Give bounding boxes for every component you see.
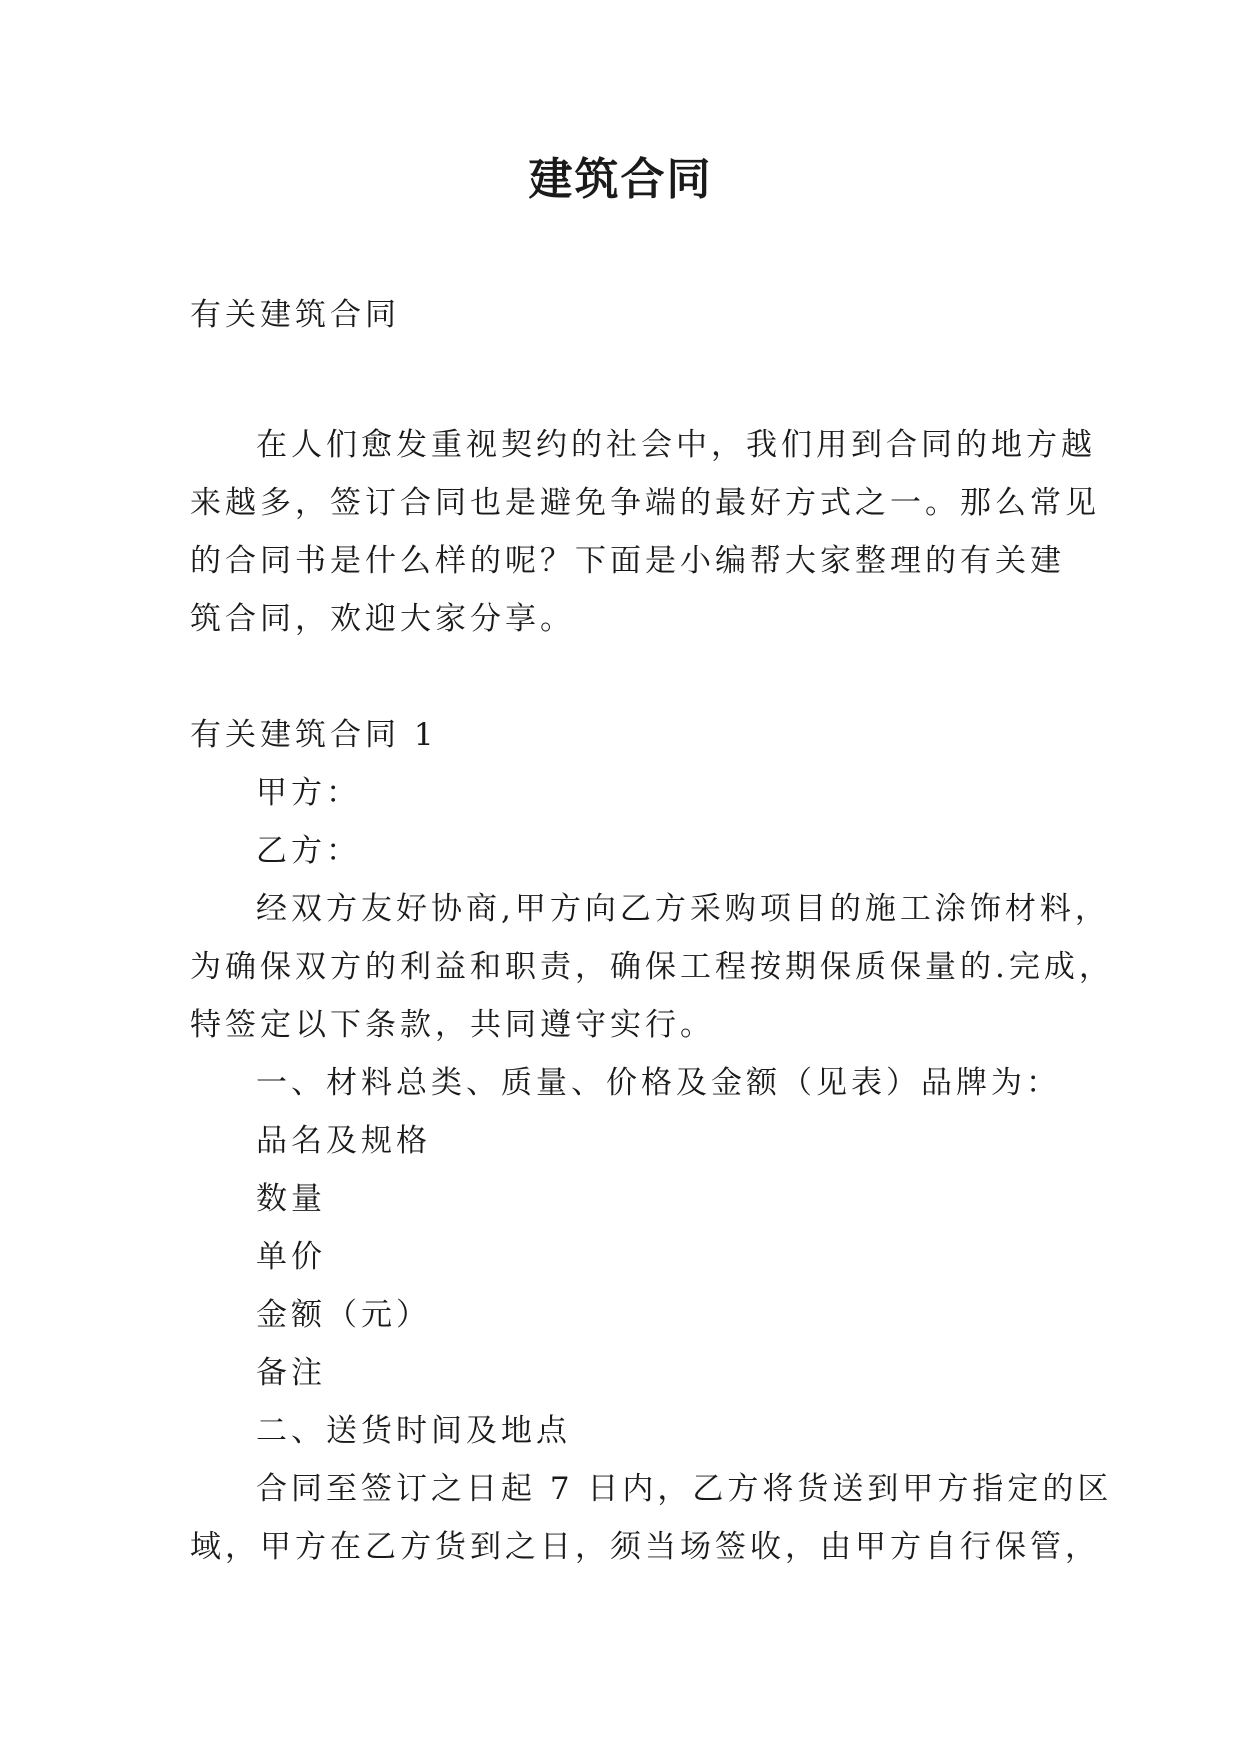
table-column-label: 数量 [256, 1181, 326, 1217]
table-column-label: 备注 [256, 1355, 326, 1391]
clause-2-paragraph [190, 1460, 1113, 1576]
table-columns-list [190, 1112, 1070, 1402]
table-column-label: 单价 [256, 1239, 326, 1275]
clause-2-line: 合同至签订之日起 7 日内，乙方将货送到甲方指定的区 [256, 1471, 1113, 1507]
clause-2-heading: 二、送货时间及地点 [256, 1413, 571, 1449]
intro-paragraph [190, 416, 1100, 648]
intro-line: 在人们愈发重视契约的社会中，我们用到合同的地方越 [256, 427, 1096, 463]
clause-1-heading: 一、材料总类、质量、价格及金额（见表）品牌为： [256, 1065, 1061, 1101]
party-a-label: 甲方： [256, 775, 361, 811]
clause-2-line: 域，甲方在乙方货到之日，须当场签收，由甲方自行保管， [190, 1529, 1100, 1565]
party-b-label: 乙方： [256, 833, 361, 869]
preamble-paragraph [190, 880, 1114, 1054]
preamble-line: 特签定以下条款，共同遵守实行。 [190, 1007, 715, 1043]
table-column-label: 品名及规格 [256, 1123, 431, 1159]
section-heading: 有关建筑合同 1 [190, 717, 438, 753]
document-body [190, 286, 1114, 1576]
document-title: 建筑合同 [528, 154, 713, 205]
intro-line: 的合同书是什么样的呢？下面是小编帮大家整理的有关建 [190, 543, 1065, 579]
table-column-label: 金额（元） [256, 1297, 431, 1333]
preamble-line: 经双方友好协商,甲方向乙方采购项目的施工涂饰材料， [256, 891, 1110, 927]
preamble-line: 为确保双方的利益和职责，确保工程按期保质保量的.完成， [190, 949, 1114, 985]
intro-line: 来越多，签订合同也是避免争端的最好方式之一。那么常见 [190, 485, 1100, 521]
intro-line: 筑合同，欢迎大家分享。 [190, 601, 575, 637]
subtitle: 有关建筑合同 [190, 297, 400, 333]
